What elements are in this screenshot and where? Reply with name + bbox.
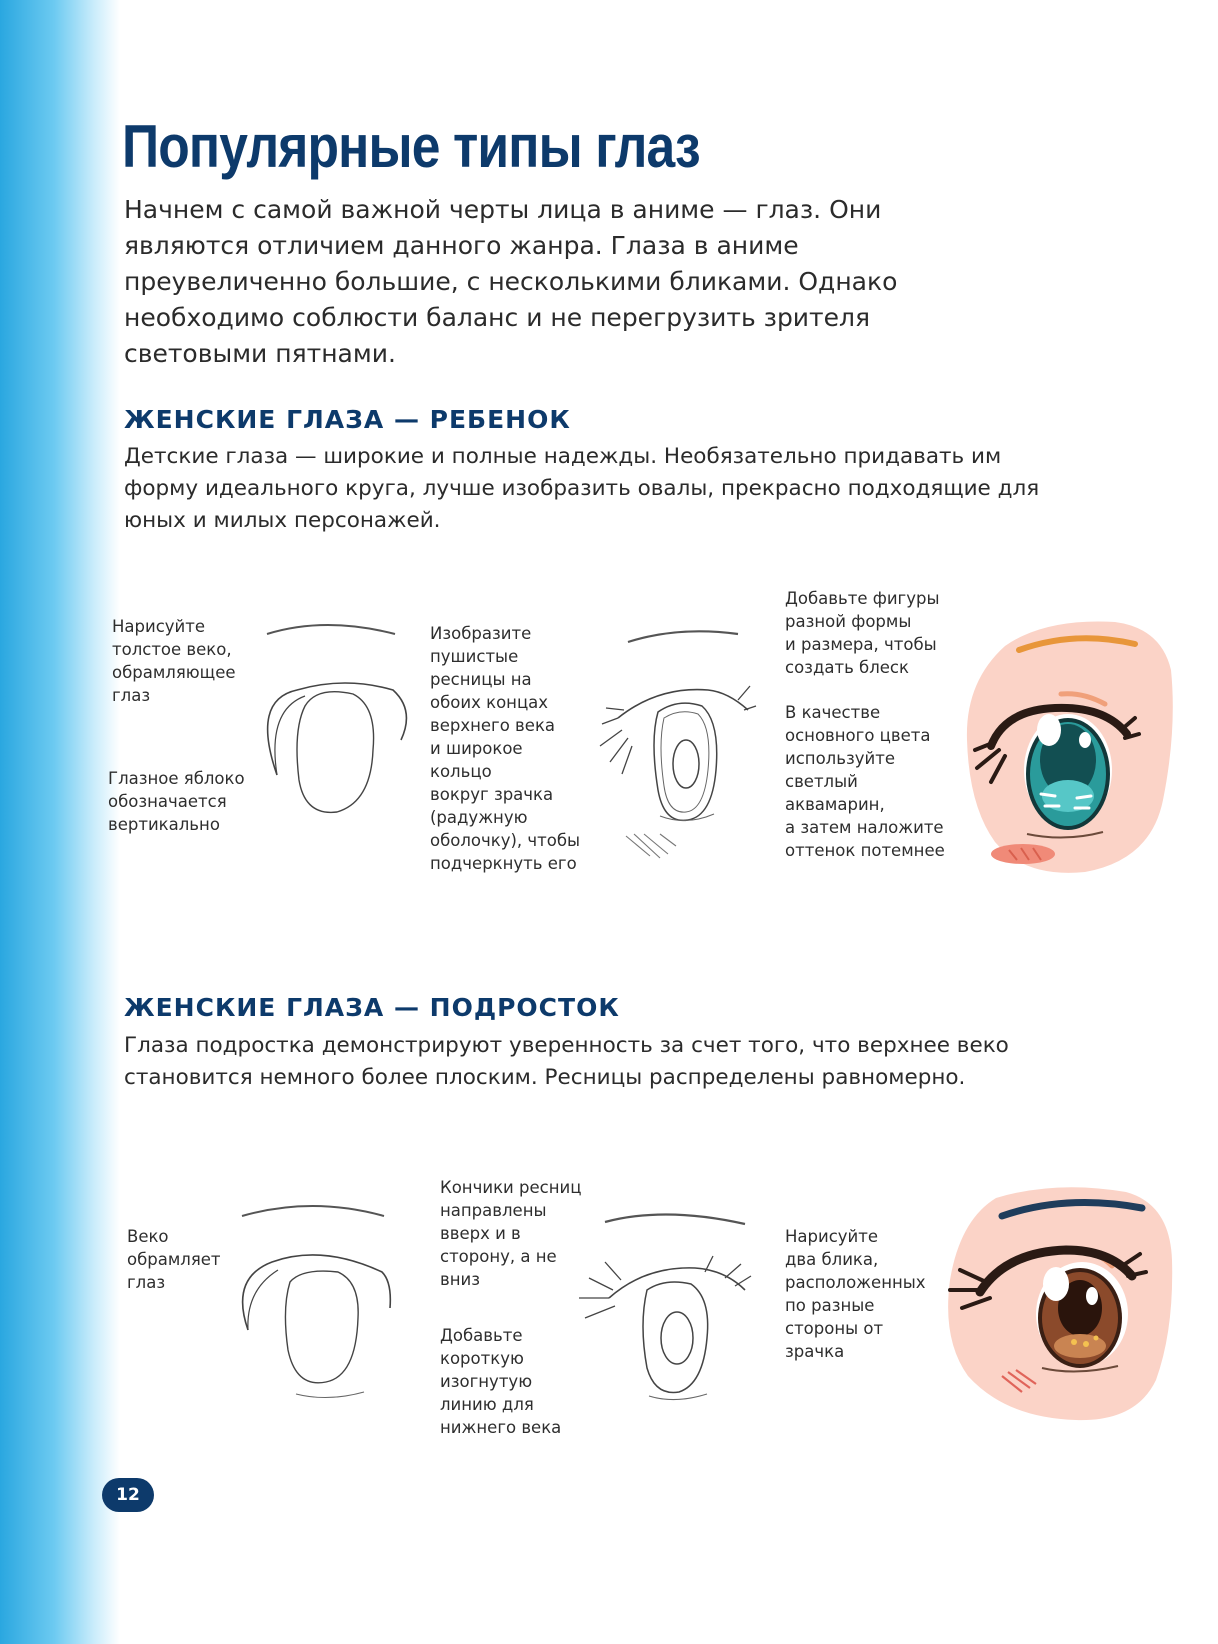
caption-child-eyelid: Нарисуйте толстое веко, обрамляющее глаз	[112, 617, 236, 705]
section-text-teen: Глаза подростка демонстрируют уверенность за счет того, что верхнее веко становится немного более плоским. Ресницы распределены равномерно.	[124, 1033, 1009, 1090]
caption-child-shine: Добавьте фигуры разной формы и размера, чтобы создать блеск	[785, 589, 940, 677]
caption-teen-highlights: Нарисуйте два блика, расположенных по разные стороны от зрачка	[785, 1227, 926, 1361]
caption-child-color: В качестве основного цвета используйте светлый аквамарин, а затем наложите оттенок потемнее	[785, 703, 945, 860]
teen-eye-sketch-step2	[575, 1206, 755, 1406]
child-eye-sketch-step2	[598, 620, 758, 870]
teen-eye-sketch-step1	[232, 1198, 412, 1403]
caption-teen-eyelid: Веко обрамляет глаз	[127, 1227, 221, 1292]
caption-teen-lower-lid: Добавьте короткую изогнутую линию для нижнего века	[440, 1326, 562, 1437]
section-heading-child: ЖЕНСКИЕ ГЛАЗА — РЕБЕНОК	[124, 405, 571, 434]
teen-eye-colored	[946, 1180, 1174, 1422]
section-heading-teen: ЖЕНСКИЕ ГЛАЗА — ПОДРОСТОК	[124, 993, 620, 1022]
section-text-child: Детские глаза — широкие и полные надежды. Необязательно придавать им форму идеального круга, лучше изобразить овалы, прекрасно подходящие для юных и милых персонажей.	[124, 444, 1040, 533]
child-eye-sketch-step1	[255, 620, 415, 830]
page-title: Популярные типы глаз	[122, 113, 700, 180]
caption-child-lashes: Изобразите пушистые ресницы на обоих концах верхнего века и широкое кольцо вокруг зрачка (радужную оболочку), чтобы подчеркнуть его	[430, 624, 581, 873]
child-eye-colored	[965, 610, 1175, 878]
caption-teen-lash-tips: Кончики ресниц направлены вверх и в сторону, а не вниз	[440, 1178, 582, 1289]
intro-paragraph: Начнем с самой важной черты лица в аниме — глаз. Они являются отличием данного жанра. Глаза в аниме преувеличенно большие, с несколькими бликами. Однако необходимо соблюсти баланс и не перегрузить зрителя световыми пятнами.	[124, 195, 898, 368]
caption-child-eyeball: Глазное яблоко обозначается вертикально	[108, 769, 245, 834]
page-number-badge: 12	[102, 1478, 154, 1512]
side-gradient-strip	[0, 0, 120, 1644]
